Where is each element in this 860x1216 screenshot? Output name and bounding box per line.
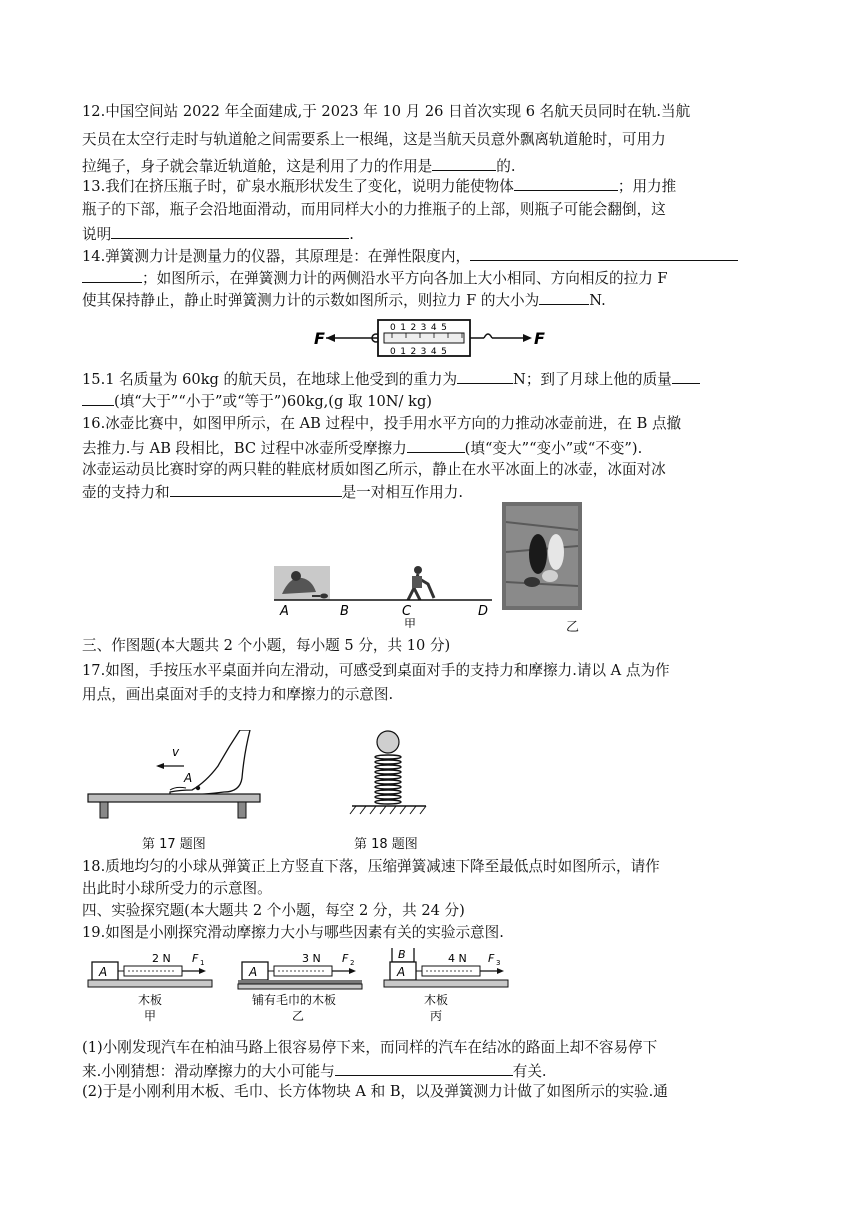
q16-text-5: 是一对相互作用力. bbox=[341, 484, 463, 501]
point-a: A bbox=[280, 604, 289, 619]
q16-text-2: (填“变大”“变小”或“不变”). bbox=[464, 440, 643, 457]
scale-bottom-numbers: 012345 bbox=[390, 347, 452, 357]
q13-answer-blank-2[interactable] bbox=[111, 224, 349, 239]
q13-line-2: 瓶子的下部，瓶子会沿地面滑动，而用同样大小的力推瓶子的上部，则瓶子可能会翻倒，这 bbox=[82, 201, 666, 218]
q14-line-2 bbox=[82, 268, 668, 288]
point-a-label: A bbox=[184, 771, 193, 785]
bing-block-a-label: A bbox=[397, 965, 406, 979]
q15-answer-blank-1[interactable] bbox=[457, 369, 513, 384]
q19-line-1: 19.如图是小刚探究滑动摩擦力大小与哪些因素有关的实验示意图. bbox=[82, 924, 504, 941]
q19-p2-line-1: (2)于是小刚利用木板、毛巾、长方体物块 A 和 B，以及弹簧测力计做了如图所示的实验.通 bbox=[82, 1083, 668, 1100]
bing-force-sub: 3 bbox=[496, 959, 501, 967]
q15-text-3: (填“大于”“小于”或“等于”)60kg,(g 取 10N/ kg) bbox=[114, 393, 432, 410]
q14-text-2: ；如图所示，在弹簧测力计的两侧沿水平方向各加上大小相同、方向相反的拉力 F bbox=[142, 270, 668, 287]
q13-line-1 bbox=[82, 176, 676, 196]
q16-line-1: 16.冰壶比赛中，如图甲所示，在 AB 过程中，投手用水平方向的力推动冰壶前进，在 B 点撤 bbox=[82, 415, 682, 432]
bing-block-b-label: B bbox=[398, 948, 406, 961]
force-left-label: F bbox=[314, 329, 325, 348]
q13-line-3 bbox=[82, 224, 354, 244]
q17-line-2: 用点，画出桌面对手的支持力和摩擦力的示意图. bbox=[82, 686, 394, 703]
q12-line-3 bbox=[82, 156, 516, 176]
q16-line-4 bbox=[82, 482, 463, 502]
q16-answer-blank-1[interactable] bbox=[407, 438, 465, 453]
q15-line-2 bbox=[82, 391, 432, 411]
yi-reading: 3 N bbox=[302, 952, 321, 965]
q17-hand-on-table-figure bbox=[86, 730, 266, 832]
q15-line-1 bbox=[82, 369, 700, 389]
q14-unit: N. bbox=[589, 292, 606, 309]
section-3-heading: 三、作图题(本大题共 2 个小题，每小题 5 分，共 10 分) bbox=[82, 637, 451, 654]
jia-block-label: A bbox=[99, 965, 108, 979]
q16-answer-blank-2[interactable] bbox=[170, 482, 342, 497]
setup-yi bbox=[238, 952, 362, 1023]
point-b: B bbox=[340, 604, 349, 619]
setup-jia bbox=[88, 952, 212, 1023]
q16-line-2 bbox=[82, 438, 642, 458]
q14-line-1 bbox=[82, 246, 738, 266]
q14-line-3 bbox=[82, 290, 606, 310]
shoe-soles-photo bbox=[502, 502, 582, 610]
jia-force: F bbox=[192, 952, 199, 965]
caption-yi: 乙 bbox=[566, 620, 580, 635]
caption-jia: 甲 bbox=[404, 617, 417, 628]
jia-reading: 2 N bbox=[152, 952, 171, 965]
section-4-heading: 四、实验探究题(本大题共 2 个小题，每空 2 分，共 24 分) bbox=[82, 902, 465, 919]
yi-board: 铺有毛巾的木板 bbox=[252, 993, 337, 1007]
q19-p1-text-end: 有关. bbox=[512, 1063, 547, 1080]
q15-answer-blank-2-cont[interactable] bbox=[82, 391, 114, 406]
q13-text-end: . bbox=[349, 226, 354, 243]
q12-line-1: 12.中国空间站 2022 年全面建成,于 2023 年 10 月 26 日首次实现 6 名航天员同时在轨.当航 bbox=[82, 103, 691, 120]
q18-caption: 第 18 题图 bbox=[354, 837, 418, 852]
point-d: D bbox=[478, 604, 489, 619]
force-right-label: F bbox=[534, 329, 545, 348]
yi-block-label: A bbox=[249, 965, 258, 979]
q14-text: 14.弹簧测力计是测量力的仪器，其原理是：在弹性限度内， bbox=[82, 248, 471, 265]
q12-answer-blank[interactable] bbox=[432, 156, 496, 171]
yi-force-sub: 2 bbox=[350, 959, 355, 967]
q17-line-1: 17.如图，手按压水平桌面并向左滑动，可感受到桌面对手的支持力和摩擦力.请以 A 点为作 bbox=[82, 662, 670, 679]
q12-text: 拉绳子，身子就会靠近轨道舱，这是利用了力的作用是 bbox=[82, 158, 433, 175]
curling-track-figure bbox=[272, 556, 502, 628]
jia-board: 木板 bbox=[138, 993, 163, 1007]
q14-text-3: 使其保持静止，静止时弹簧测力计的示数如图所示，则拉力 F 的大小为 bbox=[82, 292, 540, 309]
bing-reading: 4 N bbox=[448, 952, 467, 965]
q19-p1-line-2 bbox=[82, 1061, 547, 1081]
q16-line-3: 冰壶运动员比赛时穿的两只鞋的鞋底材质如图乙所示，静止在水平冰面上的冰壶，冰面对冰 bbox=[82, 461, 666, 478]
q12-line-2: 天员在太空行走时与轨道舱之间需要系上一根绳，这是当航天员意外飘离轨道舱时，可用力 bbox=[82, 131, 666, 148]
q12-text-end: 的. bbox=[496, 158, 516, 175]
q13-text: 13.我们在挤压瓶子时，矿泉水瓶形状发生了变化，说明力能使物体 bbox=[82, 178, 514, 195]
q18-ball-spring-figure bbox=[346, 730, 432, 832]
jia-caption: 甲 bbox=[144, 1009, 157, 1023]
q18-line-1: 18.质地均匀的小球从弹簧正上方竖直下落，压缩弹簧减速下降至最低点时如图所示，请作 bbox=[82, 858, 660, 875]
yi-force: F bbox=[342, 952, 349, 965]
bing-force: F bbox=[488, 952, 495, 965]
setup-bing bbox=[384, 948, 508, 1023]
q14-answer-blank-2[interactable] bbox=[539, 290, 589, 305]
spring-scale-figure bbox=[312, 316, 548, 360]
q17-caption: 第 17 题图 bbox=[142, 837, 206, 852]
q19-p1-line-1: (1)小刚发现汽车在柏油马路上很容易停下来，而同样的汽车在结冰的路面上却不容易停下 bbox=[82, 1039, 658, 1056]
velocity-label: v bbox=[172, 745, 180, 759]
bing-caption: 丙 bbox=[430, 1009, 443, 1023]
q16-text-4: 壶的支持力和 bbox=[82, 484, 170, 501]
q13-text-2: ；用力推 bbox=[617, 178, 677, 195]
q19-answer-blank-1[interactable] bbox=[335, 1061, 513, 1076]
q14-answer-blank-1[interactable] bbox=[470, 246, 738, 261]
jia-force-sub: 1 bbox=[200, 959, 205, 967]
q19-p1-text: 来.小刚猜想：滑动摩擦力的大小可能与 bbox=[82, 1063, 335, 1080]
q13-text-3: 说明 bbox=[82, 226, 112, 243]
friction-experiment-figure bbox=[86, 948, 526, 1034]
point-c: C bbox=[402, 604, 412, 619]
bing-board: 木板 bbox=[424, 993, 449, 1007]
q15-text-2: N；到了月球上他的质量 bbox=[513, 371, 672, 388]
scale-top-numbers: 012345 bbox=[390, 323, 452, 333]
q18-line-2: 出此时小球所受力的示意图。 bbox=[82, 880, 272, 897]
q15-text: 15.1 名质量为 60kg 的航天员，在地球上他受到的重力为 bbox=[82, 371, 458, 388]
q14-answer-blank-1-cont[interactable] bbox=[82, 268, 142, 283]
q13-answer-blank-1[interactable] bbox=[514, 176, 618, 191]
q16-text: 去推力.与 AB 段相比，BC 过程中冰壶所受摩擦力 bbox=[82, 440, 407, 457]
q15-answer-blank-2[interactable] bbox=[672, 369, 700, 384]
yi-caption: 乙 bbox=[292, 1009, 305, 1023]
